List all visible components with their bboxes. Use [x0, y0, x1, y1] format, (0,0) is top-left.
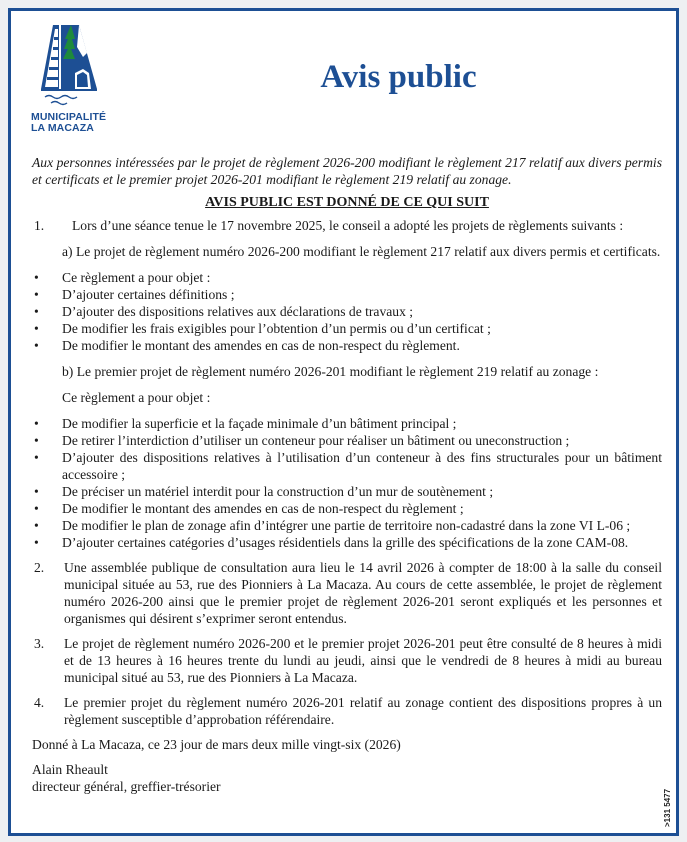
- bullet-icon: •: [34, 270, 39, 285]
- list-item: • De modifier le plan de zonage afin d’intégrer une partie de territoire non-cadastré dans la zone VI L-06 ;: [34, 518, 631, 533]
- bullet-icon: •: [34, 484, 39, 499]
- list-item: • D’ajouter certaines définitions ;: [34, 287, 235, 302]
- item-4: [32, 694, 662, 728]
- section-b-title: b) Le premier projet de règlement numéro 2026-201 modifiant le règlement 219 relatif au zonage :: [62, 364, 599, 379]
- page-title: Avis public: [320, 59, 477, 95]
- section-a-title: a) Le projet de règlement numéro 2026-200 modifiant le règlement 217 relatif aux divers permis et certificats.: [62, 244, 661, 259]
- bullet-icon: •: [34, 304, 39, 319]
- bullet-icon: •: [34, 416, 39, 431]
- given-date: Donné à La Macaza, ce 23 jour de mars deux mille vingt-six (2026): [32, 737, 401, 752]
- item-text: Une assemblée publique de consultation aura lieu le 14 avril 2026 à compter de 18:00 à la salle du conseil municipal située au 53, rue des Pionniers à La Macaza. Au cours de cette assemblée, le projet de règlement numéro 2026-200 ainsi que le premier projet de règlement 2026-201 seront expliqués et les personnes et organismes qui désirent s’exprimer seront entendus.: [64, 560, 662, 626]
- list-item: • De modifier le montant des amendes en cas de non-respect du règlement ;: [34, 501, 464, 516]
- bullet-icon: •: [34, 501, 39, 516]
- reference-number: >131 5477: [663, 788, 672, 827]
- bullet-icon: •: [34, 338, 39, 353]
- item-number: 4.: [34, 695, 45, 710]
- intro-paragraph: Aux personnes intéressées par le projet de règlement 2026-200 modifiant le règlement 217 relatif aux divers permis et certificats et le premier projet 2026-201 modifiant le règlement 219 relatif au zonage.: [32, 155, 662, 187]
- logo-text: [31, 112, 131, 134]
- bullet-icon: •: [34, 518, 39, 533]
- notice-heading: AVIS PUBLIC EST DONNÉ DE CE QUI SUIT: [205, 195, 489, 210]
- item-number: 1.: [34, 218, 45, 233]
- list-item: • D’ajouter certaines catégories d’usages résidentiels dans la grille des spécifications de la zone CAM-08.: [34, 535, 629, 550]
- notice-body: [32, 154, 662, 795]
- item-number: 3.: [34, 636, 45, 651]
- bullet-icon: •: [34, 321, 39, 336]
- item-2: [32, 559, 662, 627]
- list-item: • De modifier les frais exigibles pour l’obtention d’un permis ou d’un certificat ;: [34, 321, 491, 336]
- list-item: • De modifier la superficie et la façade minimale d’un bâtiment principal ;: [34, 416, 457, 431]
- notice-frame: [8, 8, 679, 836]
- bullet-icon: •: [34, 535, 39, 550]
- list-item: • De retirer l’interdiction d’utiliser un conteneur pour réaliser un bâtiment ou uneconstruction ;: [34, 433, 570, 448]
- bullet-icon: •: [34, 433, 39, 448]
- section-a-bullets: [32, 269, 662, 354]
- bullet-icon: •: [34, 450, 39, 465]
- item-text: Le projet de règlement numéro 2026-200 et le premier projet 2026-201 peut être consulté de 8 heures à midi et de 13 heures à 16 heures trente du lundi au jeudi, ainsi que le vendredi de 8 heures à midi au bureau municipal situé au 53, rue des Pionniers à La Macaza.: [64, 636, 662, 685]
- list-item: • De préciser un matériel interdit pour la construction d’un mur de soutènement ;: [34, 484, 494, 499]
- list-item: • D’ajouter des dispositions relatives à l’utilisation d’un conteneur à des fins structurales pour un bâtiment accessoire ;: [34, 450, 662, 482]
- bullet-icon: •: [34, 287, 39, 302]
- item-1: [32, 217, 662, 234]
- item-number: 2.: [34, 560, 45, 575]
- list-item: • Ce règlement a pour objet :: [34, 270, 211, 285]
- item-text: Lors d’une séance tenue le 17 novembre 2025, le conseil a adopté les projets de règlements suivants :: [72, 218, 624, 233]
- section-b-object: Ce règlement a pour objet :: [62, 390, 211, 405]
- signatory-name: Alain Rheault: [32, 762, 108, 777]
- logo-line-2: LA MACAZA: [31, 122, 94, 134]
- section-b-bullets: [32, 415, 662, 551]
- list-item: • De modifier le montant des amendes en cas de non-respect du règlement.: [34, 338, 460, 353]
- item-3: [32, 635, 662, 686]
- signatory-role: directeur général, greffier-trésorier: [32, 779, 221, 794]
- logo-line-1: MUNICIPALITÉ: [31, 111, 107, 123]
- item-text: Le premier projet du règlement numéro 2026-201 relatif au zonage contient des dispositions propres à un règlement susceptible d’approbation référendaire.: [64, 695, 662, 727]
- list-item: • D’ajouter des dispositions relatives aux déclarations de travaux ;: [34, 304, 414, 319]
